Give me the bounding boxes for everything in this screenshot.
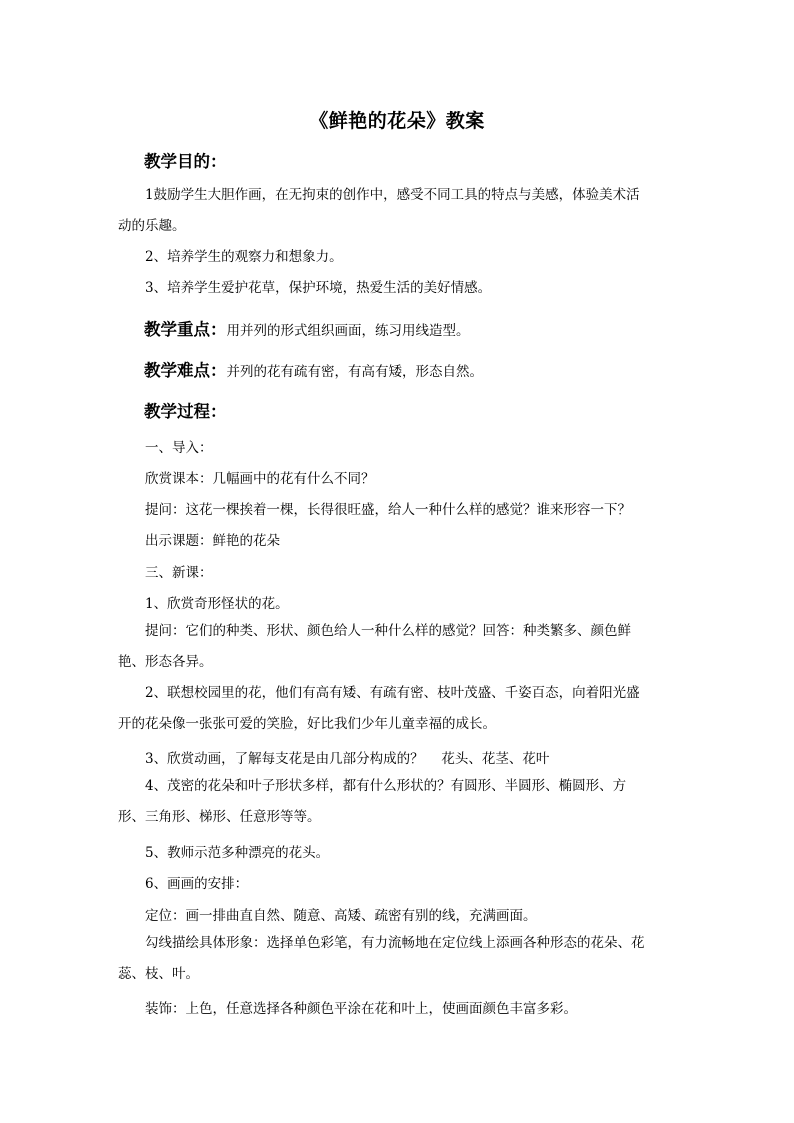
key-point-heading: 教学重点： xyxy=(144,320,227,339)
difficulty-heading: 教学难点： xyxy=(144,361,227,380)
process-line: 6、画画的安排： xyxy=(145,876,249,892)
process-line: 定位：画一排曲直自然、随意、高矮、疏密有别的线，充满画面。 xyxy=(145,908,537,924)
document-title: 《鲜艳的花朵》教案 xyxy=(309,110,485,132)
process-heading: 教学过程： xyxy=(144,402,227,421)
process-paragraph: 4、茂密的花朵和叶子形状多样，都有什么形状的？有圆形、半圆形、椭圆形、方形、三角形、梯形、任意形等等。 xyxy=(118,778,627,825)
process-line: 出示课题：鲜艳的花朵 xyxy=(145,533,280,549)
process-paragraph: 提问：它们的种类、形状、颜色给人一种什么样的感觉？回答：种类繁多、颜色鲜艳、形态各异。 xyxy=(118,623,631,670)
key-point-text: 用并列的形式组织画面，练习用线造型。 xyxy=(226,323,470,339)
process-line: 一、导入： xyxy=(145,440,213,456)
objective-item-2: 2、培养学生的观察力和想象力。 xyxy=(145,249,343,265)
process-line: 提问：这花一棵挨着一棵，长得很旺盛，给人一种什么样的感觉？谁来形容一下？ xyxy=(145,502,631,518)
process-paragraph: 2、联想校园里的花，他们有高有矮、有疏有密、枝叶茂盛、千姿百态，向着阳光盛开的花朵像一张张可爱的笑脸，好比我们少年儿童幸福的成长。 xyxy=(118,685,640,732)
objectives-heading: 教学目的： xyxy=(144,152,227,171)
process-line: 3、欣赏动画，了解每支花是由几部分构成的？ 花头、花茎、花叶 xyxy=(145,751,550,767)
process-line: 5、教师示范多种漂亮的花头。 xyxy=(145,845,330,861)
process-paragraph: 勾线描绘具体形象：选择单色彩笔，有力流畅地在定位线上添画各种形态的花朵、花蕊、枝、叶。 xyxy=(118,935,645,982)
objective-item-1: 1鼓励学生大胆作画，在无拘束的创作中，感受不同工具的特点与美感，体验美术活动的乐趣。 xyxy=(118,187,640,234)
objective-item-3: 3、培养学生爱护花草，保护环境，热爱生活的美好情感。 xyxy=(145,280,492,296)
process-line: 欣赏课本：几幅画中的花有什么不同？ xyxy=(145,471,375,487)
difficulty-row xyxy=(144,357,483,381)
process-line: 装饰：上色，任意选择各种颜色平涂在花和叶上，使画面颜色丰富多彩。 xyxy=(145,1001,577,1017)
key-point-row xyxy=(144,316,470,340)
process-line: 三、新课： xyxy=(145,565,213,581)
difficulty-text: 并列的花有疏有密，有高有矮，形态自然。 xyxy=(226,364,483,380)
process-line: 1、欣赏奇形怪状的花。 xyxy=(145,596,289,612)
